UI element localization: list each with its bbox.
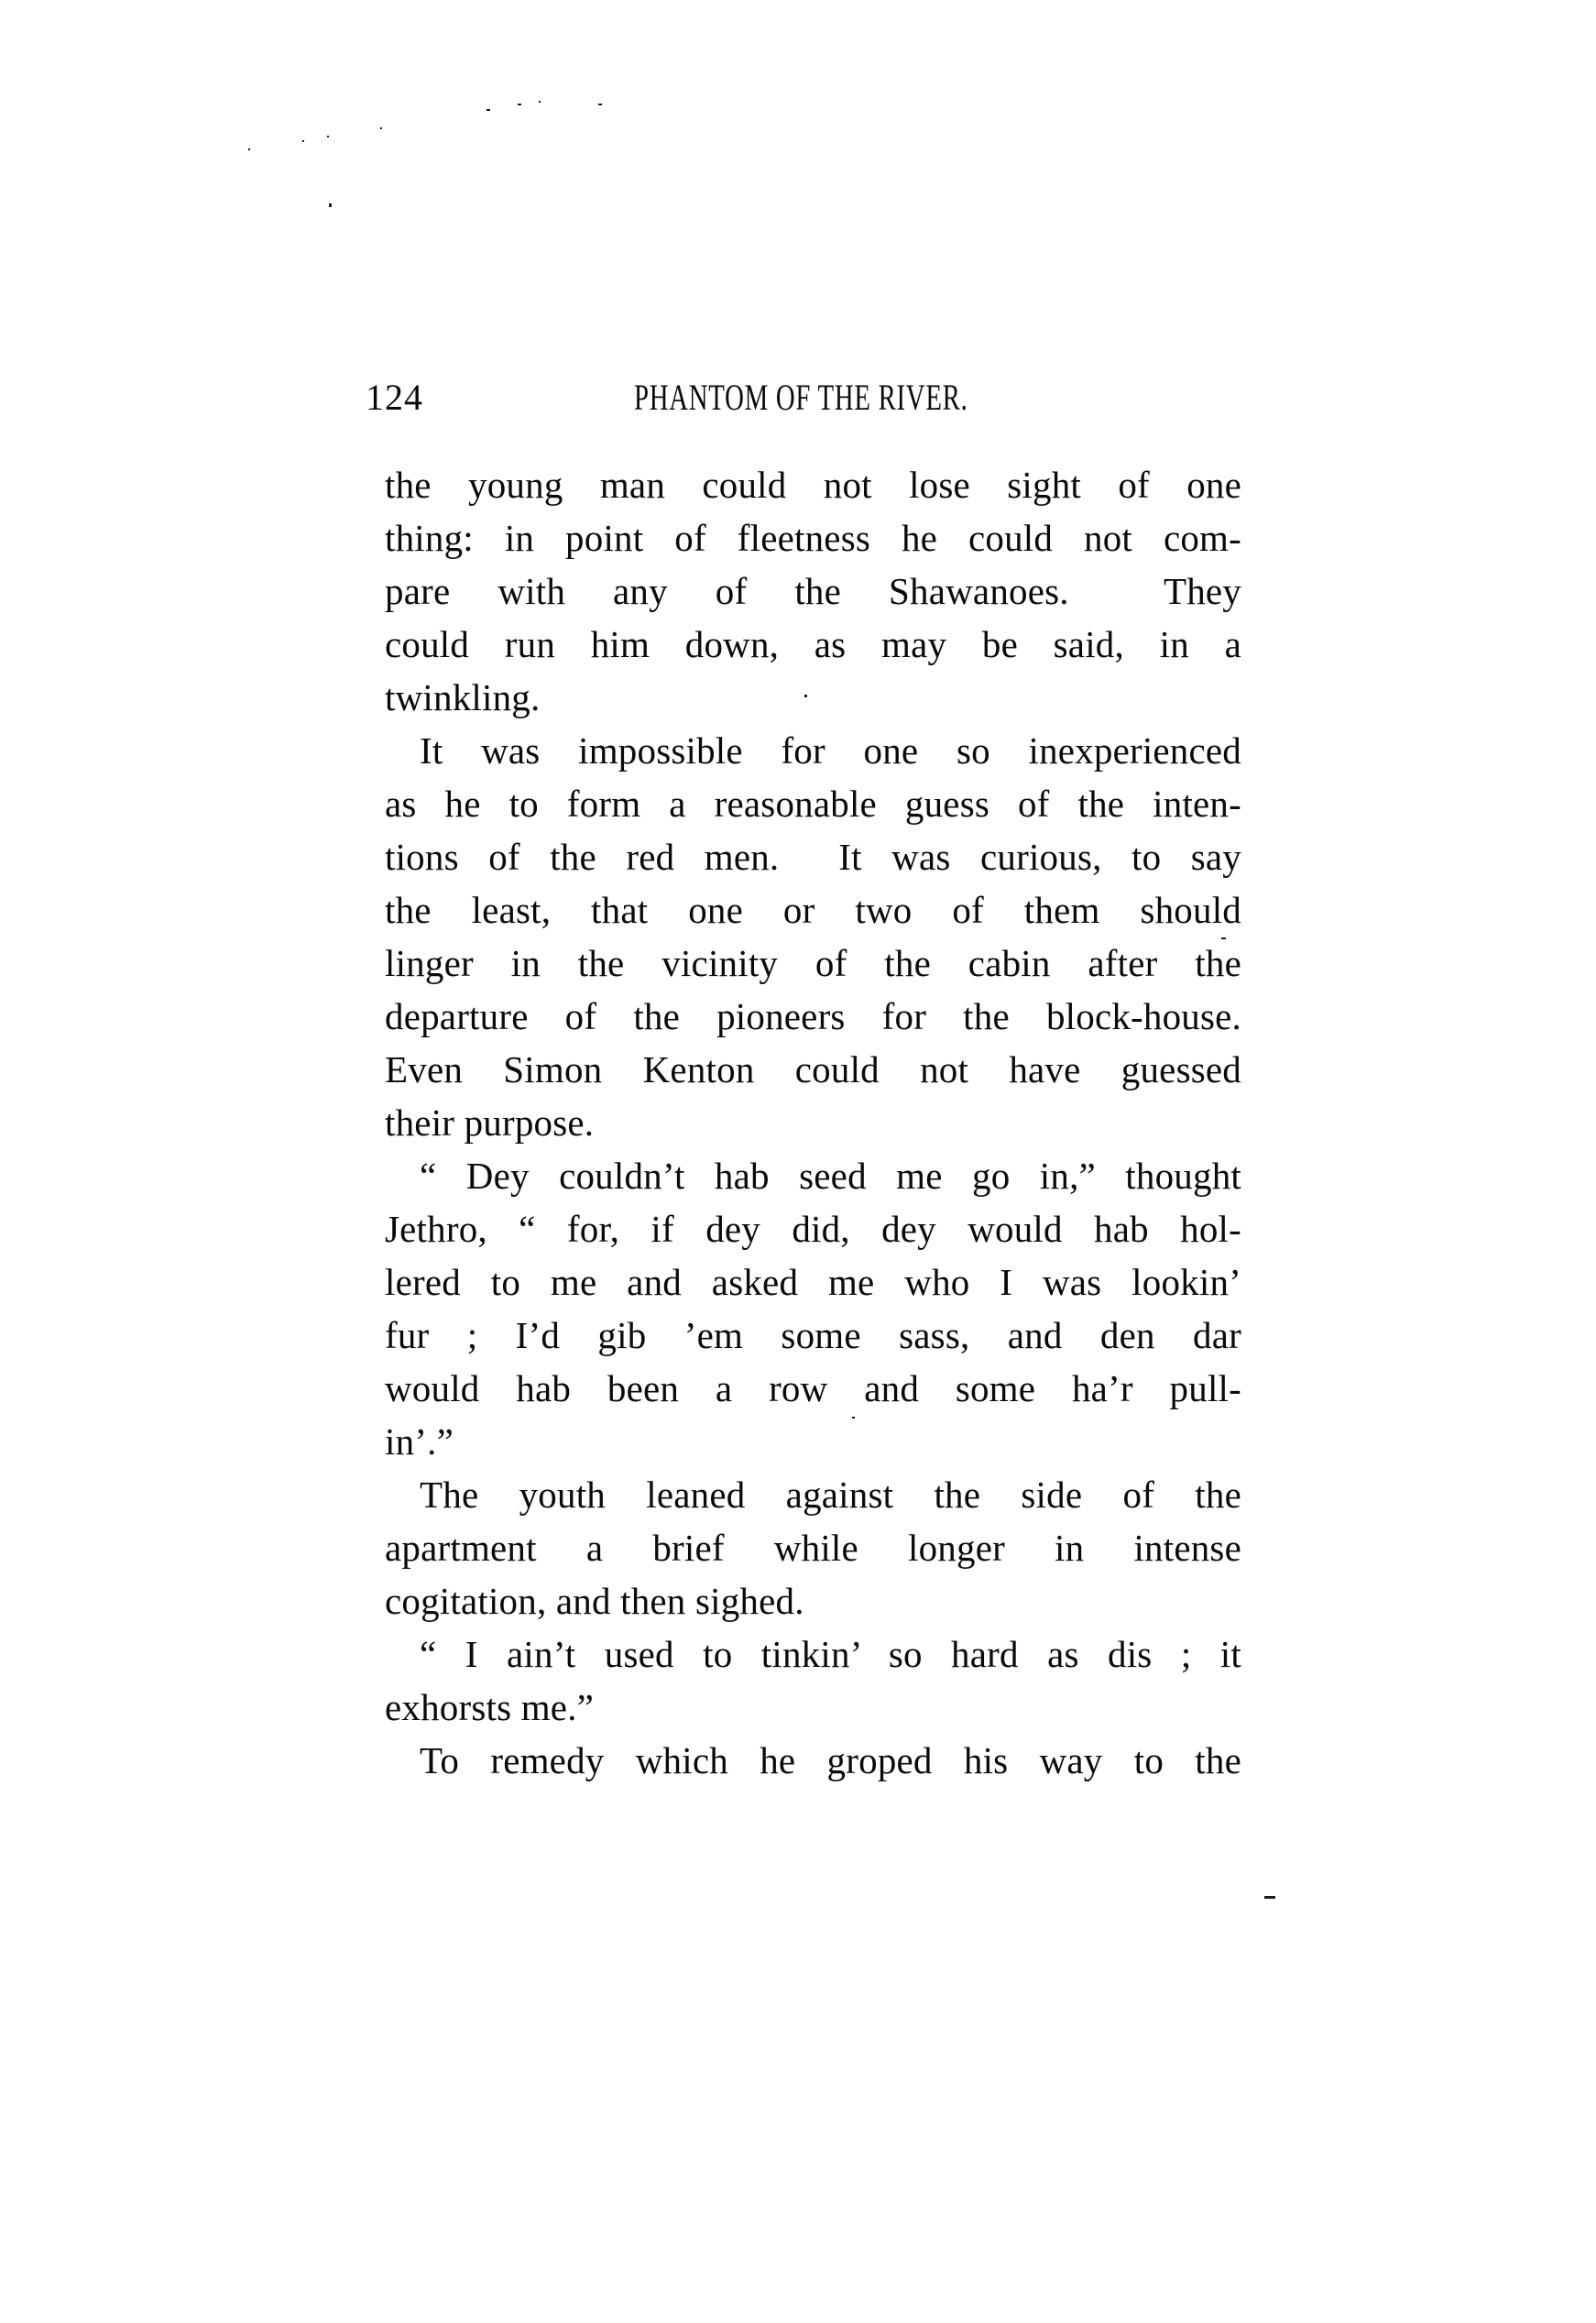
text-line: would hab been a row and some ha’r pull- [385,1367,1241,1409]
text-line: their purpose. [385,1101,595,1144]
page-body [385,458,1241,1787]
text-line: apartment a brief while longer in intense [385,1527,1241,1569]
text-line: The youth leaned against the side of the [420,1474,1241,1516]
scan-speck [518,104,521,105]
text-line: tions of the red men. It was curious, to say [385,836,1241,878]
text-line: lered to me and asked me who I was lookin’ [385,1261,1241,1303]
scan-speck [302,140,304,142]
running-head: PHANTOM OF THE RIVER. [634,377,968,418]
text-line: Even Simon Kenton could not have guessed [385,1048,1241,1090]
scan-speck [380,127,382,129]
scan-speck [539,101,541,103]
scan-speck [852,1417,855,1419]
scan-speck [248,148,250,150]
text-line: To remedy which he groped his way to the [420,1739,1241,1781]
page-number: 124 [366,377,423,418]
text-line: exhorsts me.” [385,1686,595,1728]
text-line: pare with any of the Shawanoes. They [385,570,1241,612]
text-line: fur ; I’d gib ’em some sass, and den dar [385,1314,1241,1356]
text-line: Jethro, “ for, if dey did, dey would hab hol- [385,1208,1241,1250]
text-line: It was impossible for one so inexperienced [420,729,1241,772]
scan-speck [804,695,807,697]
text-line: in’.” [385,1420,454,1463]
text-line: departure of the pioneers for the block-house. [385,995,1241,1037]
scan-speck [329,203,332,207]
text-line: “ I ain’t used to tinkin’ so hard as dis ; it [420,1633,1241,1675]
scan-speck [486,109,490,111]
text-line: linger in the vicinity of the cabin after the [385,942,1241,984]
text-line: thing: in point of fleetness he could not com- [385,517,1241,559]
text-line: as he to form a reasonable guess of the inten- [385,783,1241,825]
text-line: the least, that one or two of them should [385,889,1241,931]
text-line: cogitation, and then sighed. [385,1580,804,1622]
scan-speck [327,136,329,137]
scan-speck [1264,1896,1275,1899]
text-line: “ Dey couldn’t hab seed me go in,” thought [420,1155,1241,1197]
scan-speck [598,104,602,105]
text-line: could run him down, as may be said, in a [385,623,1241,665]
text-line: twinkling. [385,676,541,718]
scan-speck [1221,937,1226,939]
text-line: the young man could not lose sight of one [385,464,1241,506]
